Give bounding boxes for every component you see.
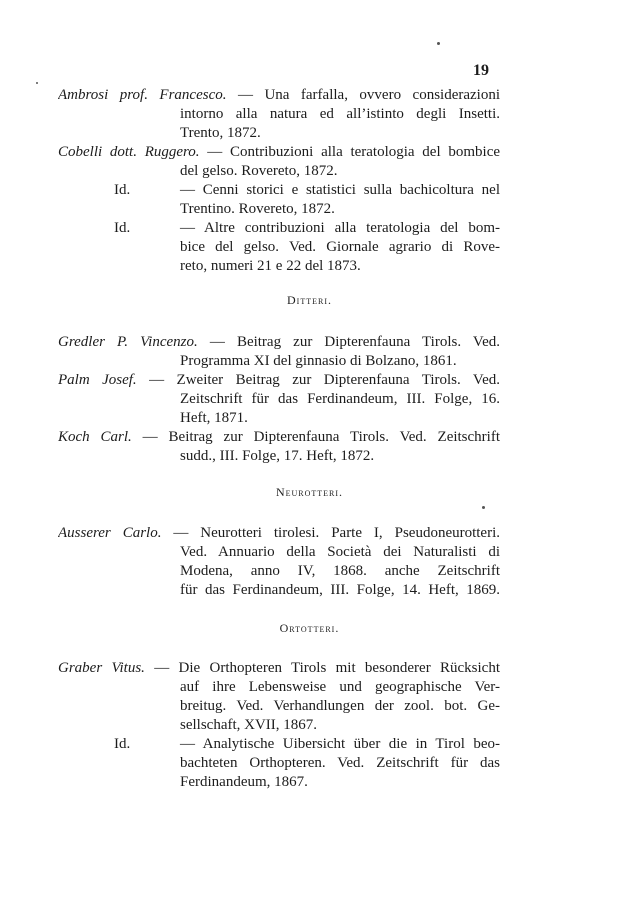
entry-author: Ausserer Carlo. (58, 525, 162, 541)
entry-text: Ved. Annuario della Società dei Naturalisti di (180, 544, 500, 560)
entry-text: Modena, anno IV, 1868. anche Zeitschrift (180, 563, 500, 579)
entry-author: Cobelli dott. Ruggero. (58, 144, 200, 160)
bibliography-entry-cobelli-id-2 (58, 219, 500, 276)
entry-text: — Altre contribuzioni alla teratologia del bom- (180, 220, 500, 236)
bibliography-entry-palm (58, 371, 500, 428)
entry-text: — Zweiter Beitrag zur Dipterenfauna Tirols. Ved. (149, 372, 500, 388)
bibliography-entry-graber (58, 659, 500, 735)
entry-text: Ferdinandeum, 1867. (180, 774, 308, 790)
id-label: Id. (114, 220, 131, 236)
entry-text: Trento, 1872. (180, 125, 261, 141)
entry-text: reto, numeri 21 e 22 del 1873. (180, 258, 361, 274)
bibliography-entry-graber-id (58, 735, 500, 792)
entry-text: bice del gelso. Ved. Giornale agrario di Rove- (180, 239, 500, 255)
entry-text: auf ihre Lebensweise und geographische Ver- (180, 679, 500, 695)
bibliography-entry-cobelli-id-1 (58, 181, 500, 219)
entry-text: Zeitschrift für das Ferdinandeum, III. Folge, 16. (180, 391, 500, 407)
entry-text: Heft, 1871. (180, 410, 248, 426)
entry-text: — Contribuzioni alla teratologia del bombice (207, 144, 500, 160)
entry-text: bachteten Orthopteren. Ved. Zeitschrift für das (180, 755, 500, 771)
bibliography-entry-cobelli (58, 143, 500, 181)
entry-text: — Analytische Uibersicht über die in Tirol beo- (180, 736, 500, 752)
entry-text: Programma XI del ginnasio di Bolzano, 1861. (180, 353, 457, 369)
entry-author: Ambrosi prof. Francesco. (58, 87, 227, 103)
id-label: Id. (114, 182, 131, 198)
print-speck (482, 506, 485, 509)
entry-text: — Neurotteri tirolesi. Parte I, Pseudoneurotteri. (173, 525, 500, 541)
entry-text: intorno alla natura ed all’istinto degli Insetti. (180, 106, 500, 122)
entry-text: del gelso. Rovereto, 1872. (180, 163, 338, 179)
print-speck (36, 82, 38, 84)
section-title-ditteri: Ditteri. (287, 293, 332, 307)
bibliography-entry-ambrosi (58, 86, 500, 143)
section-title-ortotteri: Ortotteri. (279, 621, 340, 635)
bibliography-entry-ausserer (58, 524, 500, 600)
entry-text: breitug. Ved. Verhandlungen der zool. bot. Ge- (180, 698, 500, 714)
entry-text: — Die Orthopteren Tirols mit besonderer Rücksicht (154, 660, 500, 676)
entry-author: Koch Carl. (58, 429, 132, 445)
bibliography-entry-koch (58, 428, 500, 466)
entry-author: Palm Josef. (58, 372, 137, 388)
entry-text: sellschaft, XVII, 1867. (180, 717, 318, 733)
entry-text: für das Ferdinandeum, III. Folge, 14. Heft, 1869. (180, 582, 500, 598)
entry-text: — Beitrag zur Dipterenfauna Tirols. Ved. Zeitschrift (142, 429, 500, 445)
entry-text: — Cenni storici e statistici sulla bachicoltura nel (180, 182, 500, 198)
entry-text: — Una farfalla, ovvero considerazioni (237, 87, 500, 103)
id-label: Id. (114, 736, 131, 752)
entry-author: Graber Vitus. (58, 660, 145, 676)
section-title-neurotteri: Neurotteri. (275, 485, 344, 499)
entry-text: Trentino. Rovereto, 1872. (180, 201, 335, 217)
entry-text: sudd., III. Folge, 17. Heft, 1872. (180, 448, 375, 464)
bibliography-entry-gredler (58, 333, 500, 371)
page-number: 19 (473, 62, 489, 79)
entry-text: — Beitrag zur Dipterenfauna Tirols. Ved. (209, 334, 500, 350)
entry-author: Gredler P. Vincenzo. (58, 334, 198, 350)
print-speck (437, 42, 440, 45)
